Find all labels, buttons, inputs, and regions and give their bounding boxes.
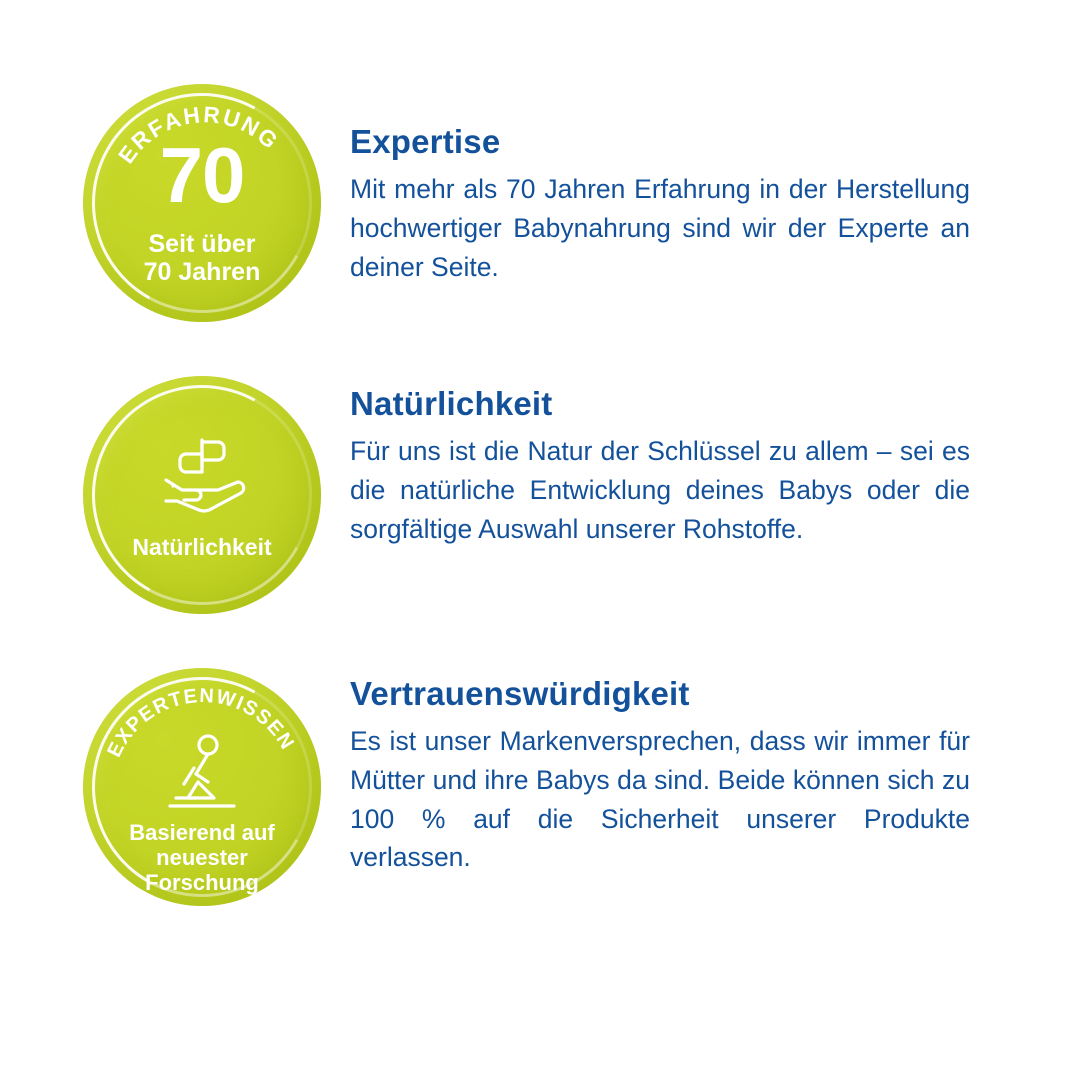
badge-subtitle: [83, 230, 321, 286]
badge-subtitle-line1: Basierend auf: [129, 820, 275, 845]
badge-wrap-naturlichkeit: [78, 370, 326, 614]
badge-subtitle-line2: neuester: [156, 845, 248, 871]
feature-body: Für uns ist die Natur der Schlüssel zu allem – sei es die natürliche Entwicklung deines Babys oder die sorgfältige Auswahl unserer Rohstoffe.: [350, 436, 970, 544]
feature-item-expertise: [78, 78, 970, 322]
feature-title: Vertrauenswürdigkeit: [350, 675, 690, 712]
badge-subtitle-line1: Seit über: [148, 230, 256, 258]
badge-wrap-expertise: [78, 78, 326, 322]
nature-badge: [83, 376, 321, 614]
feature-text-vertrauenswuerdigkeit: [326, 662, 970, 877]
feature-text-naturlichkeit: [326, 370, 970, 548]
badge-arc-text: ERFAHRUNG: [112, 101, 285, 169]
research-badge: [83, 668, 321, 906]
feature-item-naturlichkeit: [78, 370, 970, 614]
badge-subtitle-line3: Forschung: [145, 870, 259, 896]
years-badge: [83, 84, 321, 322]
feature-body: Mit mehr als 70 Jahren Erfahrung in der Herstellung hochwertiger Babynahrung sind wir der Experte an deiner Seite.: [350, 174, 970, 282]
feature-title: Expertise: [350, 123, 501, 160]
badge-arc-text: EXPERTENWISSEN: [103, 684, 299, 761]
nature-badge-content: [83, 376, 321, 614]
research-badge-content: [83, 668, 321, 906]
badge-wrap-forschung: [78, 662, 326, 906]
badge-number: 70: [159, 131, 245, 219]
feature-item-vertrauenswuerdigkeit: [78, 662, 970, 906]
feature-text-expertise: [326, 78, 970, 286]
badge-subtitle-line2: 70 Jahren: [143, 258, 261, 286]
years-badge-content: [83, 84, 321, 322]
feature-title: Natürlichkeit: [350, 385, 553, 422]
hand-holding-plant-icon: [146, 428, 258, 514]
feature-body: Es ist unser Markenversprechen, dass wir immer für Mütter und ihre Babys da sind. Beide können sich zu 100 % auf die Sicherheit unserer Produkte verlassen.: [350, 726, 970, 873]
badge-subtitle: [83, 820, 321, 895]
badge-label: Natürlichkeit: [132, 534, 272, 560]
microscope-icon: [154, 732, 250, 818]
feature-list: [78, 78, 970, 906]
